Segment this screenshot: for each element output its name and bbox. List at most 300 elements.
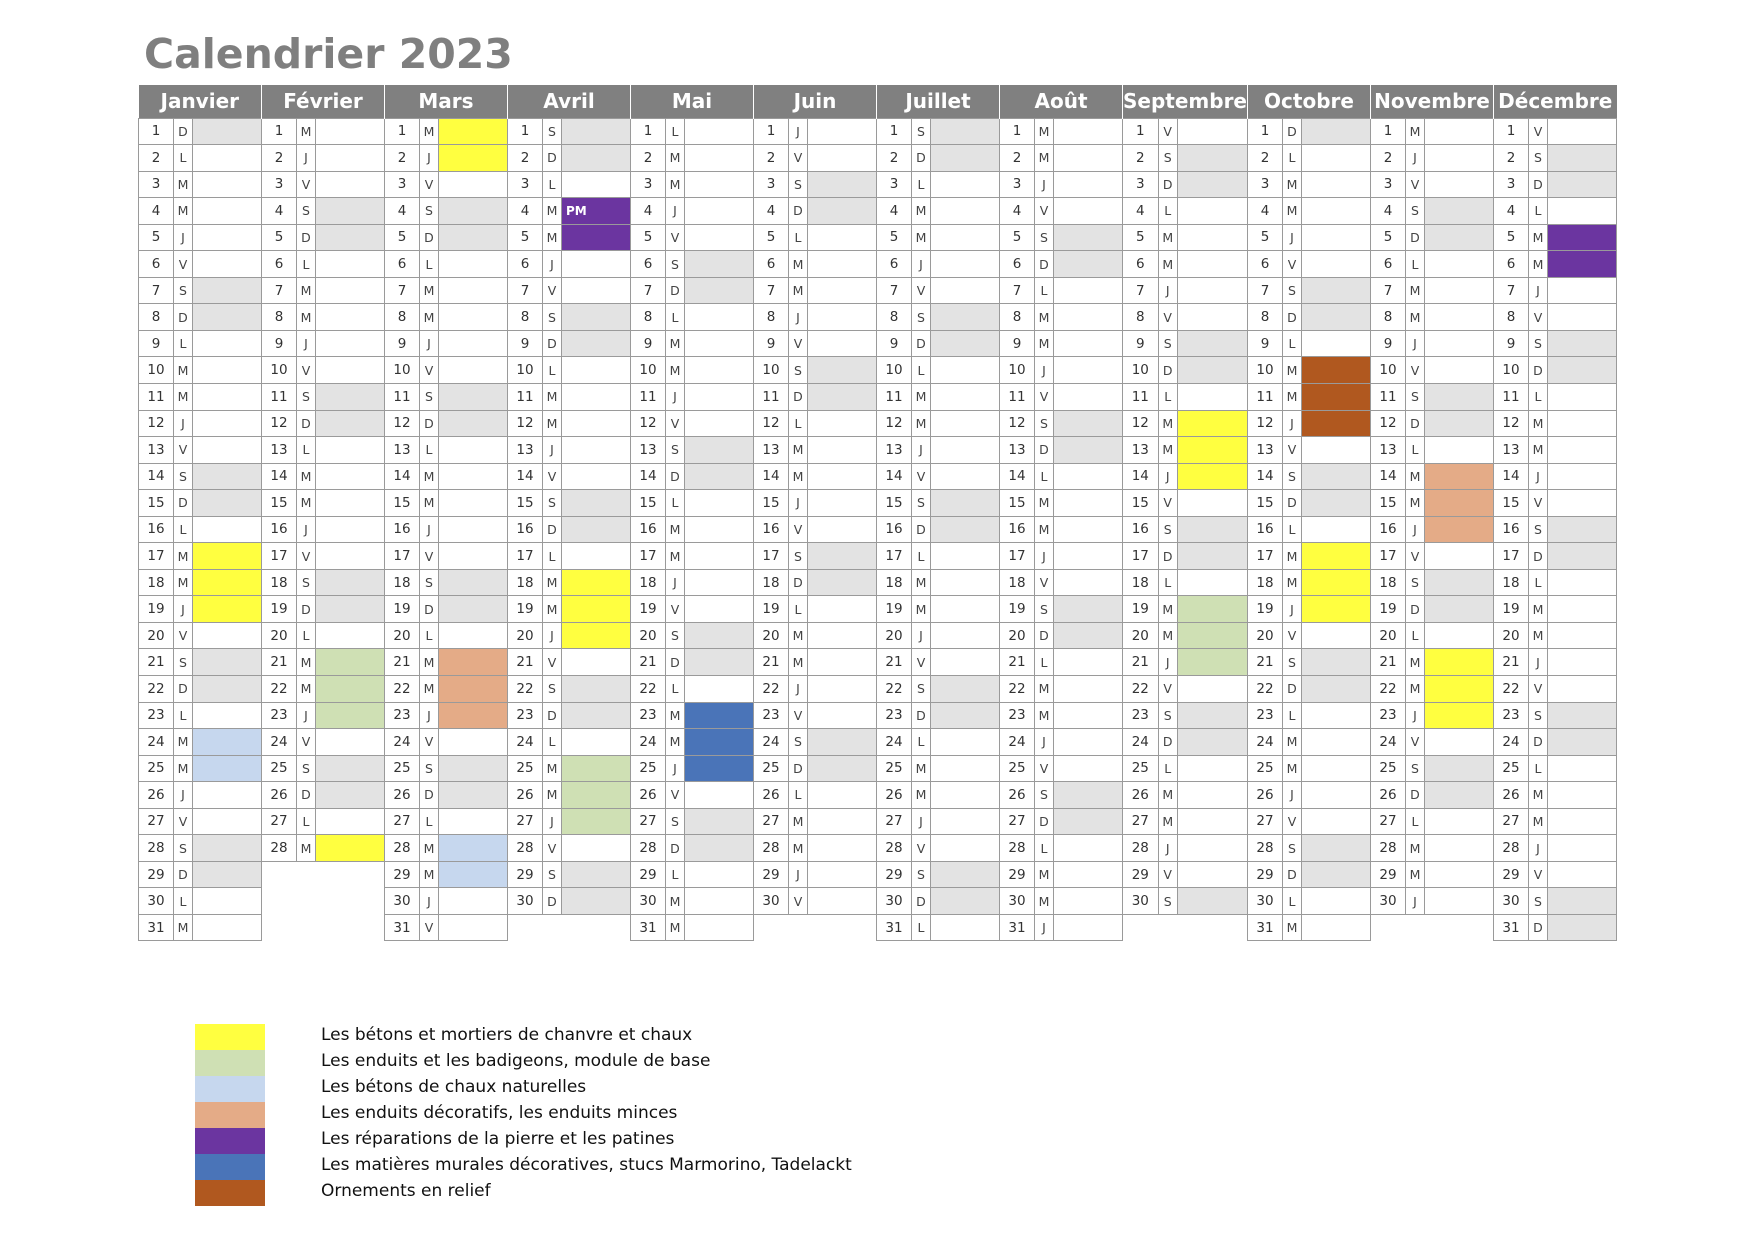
event-slot-ornements[interactable]: [1302, 410, 1371, 437]
day-slot[interactable]: [562, 145, 631, 172]
day-slot[interactable]: [1177, 729, 1247, 756]
day-slot[interactable]: [685, 835, 754, 862]
day-slot[interactable]: [193, 914, 262, 941]
day-slot[interactable]: [1548, 357, 1617, 384]
day-slot[interactable]: [1302, 649, 1371, 676]
day-slot[interactable]: [1177, 702, 1247, 729]
day-slot[interactable]: [439, 808, 508, 835]
day-slot[interactable]: [1054, 224, 1123, 251]
day-slot[interactable]: [1177, 224, 1247, 251]
day-slot[interactable]: [316, 808, 385, 835]
day-slot[interactable]: [316, 330, 385, 357]
day-slot[interactable]: [808, 861, 877, 888]
day-slot[interactable]: [562, 171, 631, 198]
day-slot[interactable]: [1054, 649, 1123, 676]
day-slot[interactable]: [808, 702, 877, 729]
day-slot[interactable]: [1548, 888, 1617, 915]
day-slot[interactable]: [1177, 490, 1247, 517]
day-slot[interactable]: [439, 330, 508, 357]
day-slot[interactable]: [1548, 596, 1617, 623]
day-slot[interactable]: [1548, 410, 1617, 437]
event-slot-enduits_base[interactable]: [562, 808, 631, 835]
day-slot[interactable]: [562, 251, 631, 278]
day-slot[interactable]: [1425, 171, 1494, 198]
event-slot-beton_chanvre[interactable]: [193, 596, 262, 623]
day-slot[interactable]: [193, 675, 262, 702]
day-slot[interactable]: [931, 782, 1000, 809]
day-slot[interactable]: [1425, 835, 1494, 862]
event-slot-enduits_deco[interactable]: [1425, 490, 1494, 517]
day-slot[interactable]: [1425, 198, 1494, 225]
day-slot[interactable]: [193, 782, 262, 809]
day-slot[interactable]: [931, 675, 1000, 702]
day-slot[interactable]: [1054, 357, 1123, 384]
day-slot[interactable]: [316, 357, 385, 384]
day-slot[interactable]: [1548, 755, 1617, 782]
day-slot[interactable]: [1425, 330, 1494, 357]
event-slot-reparations[interactable]: PM: [562, 198, 631, 225]
day-slot[interactable]: [685, 914, 754, 941]
day-slot[interactable]: [1425, 383, 1494, 410]
day-slot[interactable]: [439, 410, 508, 437]
day-slot[interactable]: [808, 437, 877, 464]
day-slot[interactable]: [685, 330, 754, 357]
day-slot[interactable]: [1054, 596, 1123, 623]
day-slot[interactable]: [931, 596, 1000, 623]
day-slot[interactable]: [1548, 277, 1617, 304]
day-slot[interactable]: [439, 569, 508, 596]
event-slot-beton_chanvre[interactable]: [562, 596, 631, 623]
day-slot[interactable]: [1054, 251, 1123, 278]
day-slot[interactable]: [1302, 330, 1371, 357]
day-slot[interactable]: [1548, 675, 1617, 702]
day-slot[interactable]: [1054, 808, 1123, 835]
day-slot[interactable]: [931, 516, 1000, 543]
day-slot[interactable]: [1177, 835, 1247, 862]
day-slot[interactable]: [316, 729, 385, 756]
day-slot[interactable]: [1425, 304, 1494, 331]
event-slot-beton_chanvre[interactable]: [1177, 410, 1247, 437]
event-slot-enduits_base[interactable]: [316, 702, 385, 729]
day-slot[interactable]: [193, 861, 262, 888]
day-slot[interactable]: [1425, 224, 1494, 251]
day-slot[interactable]: [1548, 145, 1617, 172]
day-slot[interactable]: [439, 463, 508, 490]
day-slot[interactable]: [1548, 330, 1617, 357]
day-slot[interactable]: [808, 118, 877, 145]
day-slot[interactable]: [685, 808, 754, 835]
day-slot[interactable]: [685, 622, 754, 649]
day-slot[interactable]: [1302, 808, 1371, 835]
day-slot[interactable]: [316, 516, 385, 543]
day-slot[interactable]: [1054, 410, 1123, 437]
day-slot[interactable]: [1425, 118, 1494, 145]
day-slot[interactable]: [808, 357, 877, 384]
day-slot[interactable]: [931, 702, 1000, 729]
day-slot[interactable]: [931, 622, 1000, 649]
day-slot[interactable]: [316, 569, 385, 596]
event-slot-murales[interactable]: [685, 702, 754, 729]
day-slot[interactable]: [562, 675, 631, 702]
day-slot[interactable]: [685, 437, 754, 464]
day-slot[interactable]: [808, 330, 877, 357]
day-slot[interactable]: [808, 888, 877, 915]
day-slot[interactable]: [439, 755, 508, 782]
day-slot[interactable]: [562, 304, 631, 331]
day-slot[interactable]: [931, 569, 1000, 596]
day-slot[interactable]: [439, 596, 508, 623]
event-slot-beton_chanvre[interactable]: [1302, 543, 1371, 570]
day-slot[interactable]: [316, 277, 385, 304]
day-slot[interactable]: [1177, 251, 1247, 278]
day-slot[interactable]: [808, 835, 877, 862]
event-slot-beton_chanvre[interactable]: [1177, 463, 1247, 490]
day-slot[interactable]: [685, 224, 754, 251]
day-slot[interactable]: [931, 861, 1000, 888]
day-slot[interactable]: [193, 516, 262, 543]
day-slot[interactable]: [316, 224, 385, 251]
day-slot[interactable]: [1548, 304, 1617, 331]
day-slot[interactable]: [439, 914, 508, 941]
event-slot-beton_chanvre[interactable]: [1302, 569, 1371, 596]
day-slot[interactable]: [316, 383, 385, 410]
day-slot[interactable]: [685, 118, 754, 145]
day-slot[interactable]: [562, 861, 631, 888]
day-slot[interactable]: [931, 198, 1000, 225]
day-slot[interactable]: [316, 145, 385, 172]
day-slot[interactable]: [193, 118, 262, 145]
day-slot[interactable]: [1302, 835, 1371, 862]
day-slot[interactable]: [1177, 198, 1247, 225]
day-slot[interactable]: [439, 304, 508, 331]
day-slot[interactable]: [931, 330, 1000, 357]
day-slot[interactable]: [931, 808, 1000, 835]
day-slot[interactable]: [1425, 569, 1494, 596]
day-slot[interactable]: [931, 224, 1000, 251]
day-slot[interactable]: [1302, 702, 1371, 729]
event-slot-beton_chaux[interactable]: [193, 729, 262, 756]
event-slot-beton_chanvre[interactable]: [439, 145, 508, 172]
day-slot[interactable]: [1177, 782, 1247, 809]
day-slot[interactable]: [931, 649, 1000, 676]
day-slot[interactable]: [1054, 171, 1123, 198]
day-slot[interactable]: [193, 835, 262, 862]
day-slot[interactable]: [439, 437, 508, 464]
event-slot-enduits_base[interactable]: [562, 755, 631, 782]
day-slot[interactable]: [193, 330, 262, 357]
day-slot[interactable]: [316, 543, 385, 570]
event-slot-ornements[interactable]: [1302, 357, 1371, 384]
day-slot[interactable]: [1054, 861, 1123, 888]
day-slot[interactable]: [808, 490, 877, 517]
event-slot-beton_chanvre[interactable]: [193, 569, 262, 596]
day-slot[interactable]: [931, 410, 1000, 437]
day-slot[interactable]: [1302, 304, 1371, 331]
event-slot-murales[interactable]: [685, 729, 754, 756]
day-slot[interactable]: [1425, 357, 1494, 384]
day-slot[interactable]: [1177, 888, 1247, 915]
day-slot[interactable]: [808, 649, 877, 676]
day-slot[interactable]: [685, 410, 754, 437]
event-slot-enduits_deco[interactable]: [1425, 516, 1494, 543]
day-slot[interactable]: [685, 251, 754, 278]
day-slot[interactable]: [1425, 808, 1494, 835]
day-slot[interactable]: [439, 782, 508, 809]
day-slot[interactable]: [931, 171, 1000, 198]
day-slot[interactable]: [1548, 569, 1617, 596]
day-slot[interactable]: [1054, 145, 1123, 172]
day-slot[interactable]: [685, 198, 754, 225]
event-slot-beton_chanvre[interactable]: [1177, 437, 1247, 464]
day-slot[interactable]: [1054, 755, 1123, 782]
event-slot-enduits_deco[interactable]: [439, 649, 508, 676]
day-slot[interactable]: [316, 118, 385, 145]
day-slot[interactable]: [1054, 437, 1123, 464]
day-slot[interactable]: [1054, 543, 1123, 570]
day-slot[interactable]: [193, 224, 262, 251]
day-slot[interactable]: [1302, 490, 1371, 517]
day-slot[interactable]: [562, 118, 631, 145]
day-slot[interactable]: [931, 383, 1000, 410]
event-slot-beton_chanvre[interactable]: [1425, 702, 1494, 729]
day-slot[interactable]: [931, 277, 1000, 304]
event-slot-beton_chanvre[interactable]: [1302, 596, 1371, 623]
day-slot[interactable]: [1425, 755, 1494, 782]
day-slot[interactable]: [808, 198, 877, 225]
day-slot[interactable]: [808, 383, 877, 410]
event-slot-enduits_deco[interactable]: [439, 702, 508, 729]
day-slot[interactable]: [439, 224, 508, 251]
event-slot-beton_chanvre[interactable]: [439, 118, 508, 145]
day-slot[interactable]: [439, 516, 508, 543]
day-slot[interactable]: [1054, 729, 1123, 756]
day-slot[interactable]: [1548, 543, 1617, 570]
day-slot[interactable]: [931, 729, 1000, 756]
day-slot[interactable]: [562, 410, 631, 437]
day-slot[interactable]: [1177, 675, 1247, 702]
day-slot[interactable]: [562, 330, 631, 357]
day-slot[interactable]: [1425, 543, 1494, 570]
day-slot[interactable]: [808, 410, 877, 437]
day-slot[interactable]: [1302, 251, 1371, 278]
day-slot[interactable]: [562, 516, 631, 543]
day-slot[interactable]: [439, 383, 508, 410]
day-slot[interactable]: [1054, 304, 1123, 331]
day-slot[interactable]: [1425, 596, 1494, 623]
day-slot[interactable]: [1054, 118, 1123, 145]
event-slot-beton_chanvre[interactable]: [1425, 675, 1494, 702]
day-slot[interactable]: [685, 171, 754, 198]
day-slot[interactable]: [316, 463, 385, 490]
day-slot[interactable]: [808, 596, 877, 623]
day-slot[interactable]: [316, 490, 385, 517]
day-slot[interactable]: [439, 251, 508, 278]
day-slot[interactable]: [1177, 861, 1247, 888]
day-slot[interactable]: [193, 490, 262, 517]
day-slot[interactable]: [316, 171, 385, 198]
event-slot-enduits_deco[interactable]: [1425, 463, 1494, 490]
day-slot[interactable]: [1177, 808, 1247, 835]
day-slot[interactable]: [193, 622, 262, 649]
event-slot-reparations[interactable]: [562, 224, 631, 251]
day-slot[interactable]: [316, 596, 385, 623]
day-slot[interactable]: [1425, 145, 1494, 172]
day-slot[interactable]: [1548, 383, 1617, 410]
day-slot[interactable]: [316, 437, 385, 464]
day-slot[interactable]: [1548, 622, 1617, 649]
day-slot[interactable]: [562, 729, 631, 756]
day-slot[interactable]: [931, 357, 1000, 384]
day-slot[interactable]: [193, 145, 262, 172]
day-slot[interactable]: [1302, 198, 1371, 225]
day-slot[interactable]: [808, 463, 877, 490]
event-slot-murales[interactable]: [685, 755, 754, 782]
day-slot[interactable]: [316, 304, 385, 331]
day-slot[interactable]: [193, 649, 262, 676]
day-slot[interactable]: [193, 357, 262, 384]
day-slot[interactable]: [808, 675, 877, 702]
day-slot[interactable]: [1302, 782, 1371, 809]
day-slot[interactable]: [562, 543, 631, 570]
event-slot-enduits_base[interactable]: [1177, 622, 1247, 649]
day-slot[interactable]: [1425, 888, 1494, 915]
day-slot[interactable]: [439, 198, 508, 225]
event-slot-enduits_deco[interactable]: [439, 675, 508, 702]
day-slot[interactable]: [1054, 198, 1123, 225]
day-slot[interactable]: [808, 782, 877, 809]
day-slot[interactable]: [685, 569, 754, 596]
day-slot[interactable]: [193, 463, 262, 490]
day-slot[interactable]: [316, 198, 385, 225]
day-slot[interactable]: [685, 383, 754, 410]
day-slot[interactable]: [1302, 463, 1371, 490]
day-slot[interactable]: [1054, 835, 1123, 862]
day-slot[interactable]: [1054, 516, 1123, 543]
day-slot[interactable]: [1054, 277, 1123, 304]
day-slot[interactable]: [193, 251, 262, 278]
day-slot[interactable]: [685, 516, 754, 543]
day-slot[interactable]: [1054, 914, 1123, 941]
day-slot[interactable]: [1177, 145, 1247, 172]
day-slot[interactable]: [193, 410, 262, 437]
day-slot[interactable]: [1302, 622, 1371, 649]
day-slot[interactable]: [1302, 861, 1371, 888]
day-slot[interactable]: [685, 490, 754, 517]
day-slot[interactable]: [439, 171, 508, 198]
day-slot[interactable]: [1054, 490, 1123, 517]
day-slot[interactable]: [439, 277, 508, 304]
day-slot[interactable]: [1425, 729, 1494, 756]
day-slot[interactable]: [808, 224, 877, 251]
day-slot[interactable]: [562, 437, 631, 464]
day-slot[interactable]: [1177, 569, 1247, 596]
day-slot[interactable]: [1548, 490, 1617, 517]
event-slot-beton_chanvre[interactable]: [562, 569, 631, 596]
day-slot[interactable]: [439, 543, 508, 570]
day-slot[interactable]: [1548, 914, 1617, 941]
day-slot[interactable]: [1177, 118, 1247, 145]
day-slot[interactable]: [1054, 330, 1123, 357]
day-slot[interactable]: [1302, 224, 1371, 251]
day-slot[interactable]: [1425, 437, 1494, 464]
event-slot-enduits_base[interactable]: [1177, 649, 1247, 676]
day-slot[interactable]: [808, 145, 877, 172]
day-slot[interactable]: [685, 145, 754, 172]
event-slot-enduits_base[interactable]: [1177, 596, 1247, 623]
day-slot[interactable]: [562, 888, 631, 915]
day-slot[interactable]: [1302, 171, 1371, 198]
day-slot[interactable]: [1177, 755, 1247, 782]
day-slot[interactable]: [439, 729, 508, 756]
day-slot[interactable]: [931, 490, 1000, 517]
day-slot[interactable]: [685, 888, 754, 915]
day-slot[interactable]: [808, 251, 877, 278]
day-slot[interactable]: [439, 888, 508, 915]
day-slot[interactable]: [931, 463, 1000, 490]
day-slot[interactable]: [1548, 782, 1617, 809]
day-slot[interactable]: [931, 888, 1000, 915]
day-slot[interactable]: [1054, 888, 1123, 915]
day-slot[interactable]: [1548, 702, 1617, 729]
day-slot[interactable]: [1548, 516, 1617, 543]
day-slot[interactable]: [562, 649, 631, 676]
day-slot[interactable]: [1302, 277, 1371, 304]
day-slot[interactable]: [931, 755, 1000, 782]
day-slot[interactable]: [1054, 383, 1123, 410]
day-slot[interactable]: [1054, 702, 1123, 729]
day-slot[interactable]: [808, 171, 877, 198]
day-slot[interactable]: [562, 835, 631, 862]
day-slot[interactable]: [808, 516, 877, 543]
day-slot[interactable]: [808, 808, 877, 835]
day-slot[interactable]: [1177, 171, 1247, 198]
day-slot[interactable]: [685, 277, 754, 304]
day-slot[interactable]: [808, 755, 877, 782]
day-slot[interactable]: [193, 702, 262, 729]
day-slot[interactable]: [439, 357, 508, 384]
event-slot-beton_chanvre[interactable]: [1425, 649, 1494, 676]
day-slot[interactable]: [1177, 383, 1247, 410]
day-slot[interactable]: [193, 277, 262, 304]
day-slot[interactable]: [1548, 437, 1617, 464]
day-slot[interactable]: [685, 649, 754, 676]
day-slot[interactable]: [1302, 675, 1371, 702]
day-slot[interactable]: [931, 118, 1000, 145]
day-slot[interactable]: [193, 304, 262, 331]
day-slot[interactable]: [685, 357, 754, 384]
day-slot[interactable]: [1177, 304, 1247, 331]
day-slot[interactable]: [316, 410, 385, 437]
day-slot[interactable]: [1302, 888, 1371, 915]
event-slot-reparations[interactable]: [1548, 224, 1617, 251]
day-slot[interactable]: [562, 490, 631, 517]
day-slot[interactable]: [1302, 145, 1371, 172]
day-slot[interactable]: [808, 569, 877, 596]
day-slot[interactable]: [1302, 914, 1371, 941]
day-slot[interactable]: [1177, 516, 1247, 543]
day-slot[interactable]: [562, 702, 631, 729]
day-slot[interactable]: [193, 198, 262, 225]
day-slot[interactable]: [931, 304, 1000, 331]
day-slot[interactable]: [1548, 649, 1617, 676]
day-slot[interactable]: [685, 675, 754, 702]
day-slot[interactable]: [808, 277, 877, 304]
day-slot[interactable]: [685, 861, 754, 888]
day-slot[interactable]: [1054, 622, 1123, 649]
day-slot[interactable]: [193, 383, 262, 410]
event-slot-beton_chanvre[interactable]: [562, 622, 631, 649]
day-slot[interactable]: [562, 383, 631, 410]
